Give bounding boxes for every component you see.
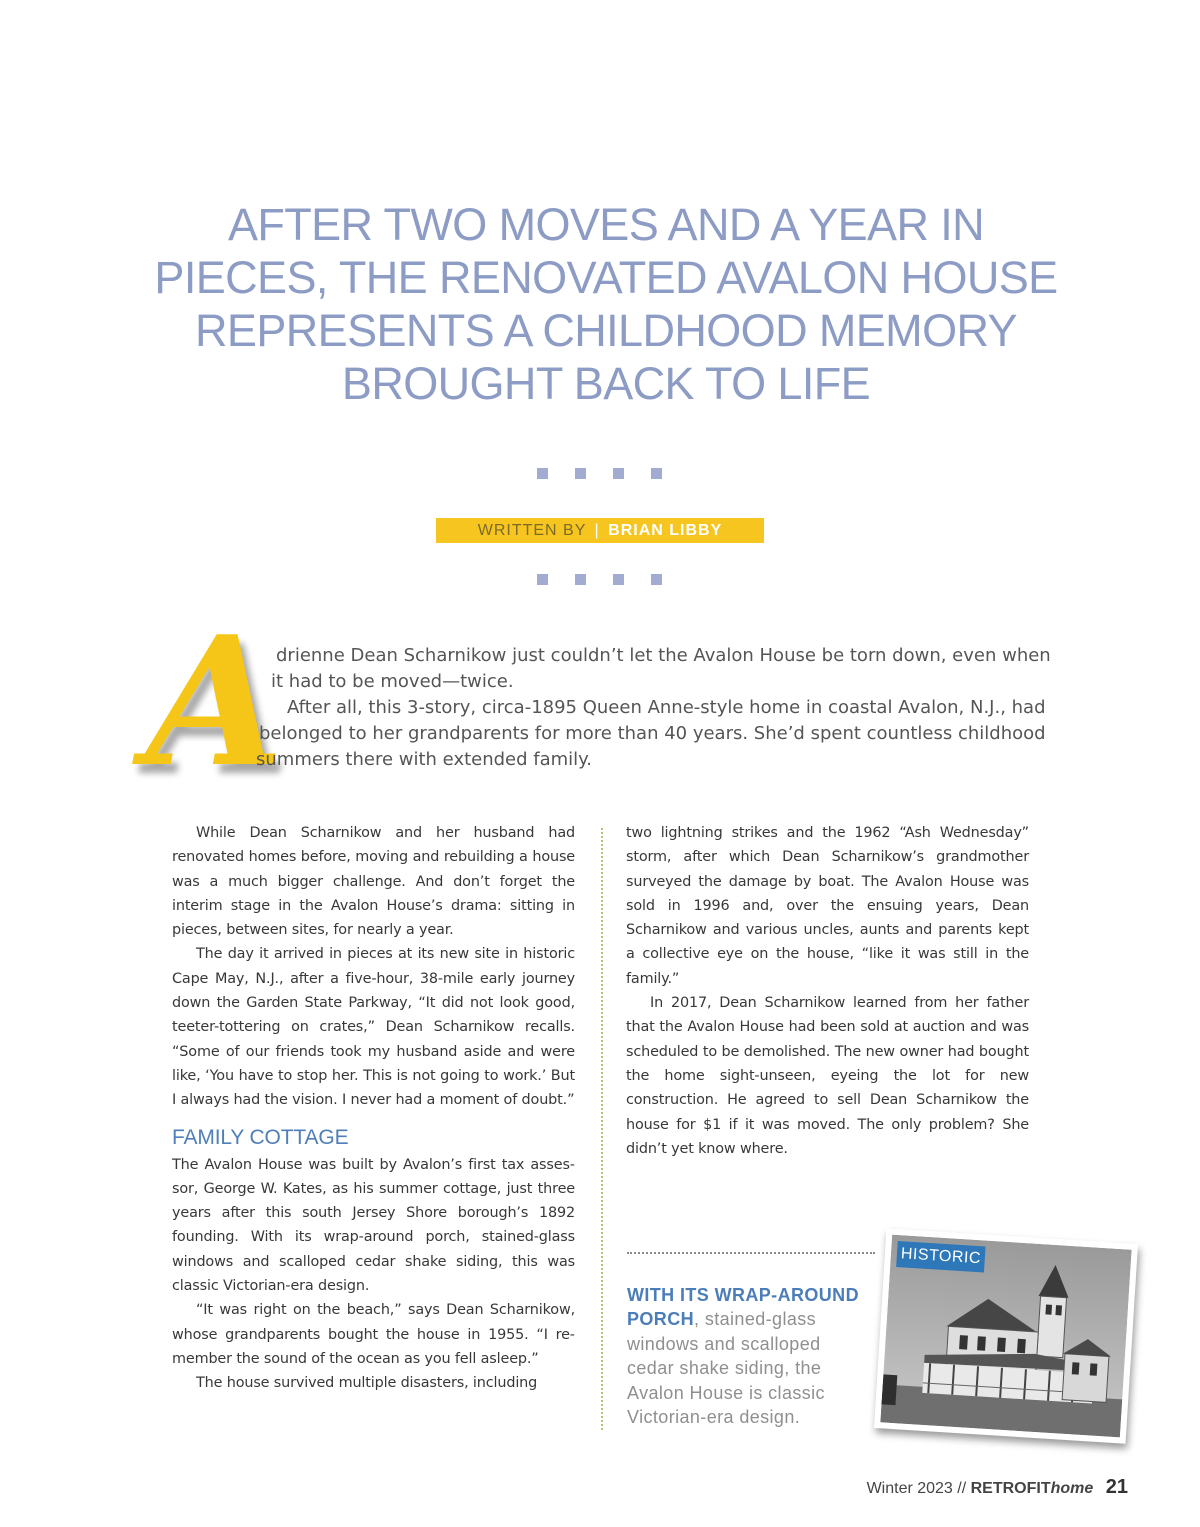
page-number: 21 [1105,1476,1128,1498]
body-paragraph: two lightning strikes and the 1962 “Ash Wednesday” storm, after which Dean Scharnikow’s grandmother surveyed the damage by boat. The Avalon House was sold in 1996 and, over the ensuing years, Dean Scharnikow and various uncles, aunts and parents kept a collective eye on the house, “like it was still in the family.” [626,825,1029,987]
caption-divider [627,1252,875,1254]
caption-lead: WITH ITS WRAP-AROUND PORCH [627,1285,859,1330]
intro-line: drienne Dean Scharnikow just couldn’t let the Avalon House be torn down, even when [276,645,1051,666]
body-paragraph: In 2017, Dean Scharnikow learned from her father that the Avalon House had been sold at auction and was scheduled to be demolished. The new owner had bought the home sight-unseen, eyeing the lot for new construction. He agreed to sell Dean Scharnikow the house for $1 if it was moved. The only problem? She didn’t yet know where. [626,995,1029,1157]
intro-line: it had to be moved—twice. [271,671,514,692]
magazine-name-italic: home [1050,1480,1094,1497]
historic-photo [874,1228,1138,1443]
headline [120,198,1092,410]
byline-separator: | [594,522,600,539]
intro-line: summers there with extended family. [256,749,592,770]
left-column [172,821,575,1396]
body-paragraph: The Avalon House was built by Avalon’s first tax assessor, George W. Kates, as his summer cottage, just three years after this south Jersey Shore borough’s 1892 founding. With its wrap-around porch, stained-glass windows and scalloped cedar shake siding, this was classic Victorian-era design. [172,1156,575,1295]
byline-author: BRIAN LIBBY [608,522,723,539]
section-heading: FAMILY COTTAGE [172,1125,349,1149]
body-paragraph: The house survived multiple disasters, including [196,1375,538,1392]
body-paragraph: The day it arrived in pieces at its new site in historic Cape May, N.J., after a five-hour, 38-mile early journey down the Garden State Parkway, “It did not look good, teeter-tottering on crates,” Dean Scharnikow recalls. “Some of our friends took my husband aside and were like, ‘You have to stop her. This is not going to work.’ But I always had the vision. I never had a moment of doubt.” [172,946,575,1109]
intro-line: belonged to her grandparents for more than 40 years. She’d spent countless childhood [259,723,1046,744]
issue-date: Winter 2023 // [866,1480,967,1497]
intro-line: After all, this 3-story, circa-1895 Queen Anne-style home in coastal Avalon, N.J., had [287,697,1046,718]
magazine-name [971,1480,1094,1497]
right-column [626,821,1029,1161]
headline-line: PIECES, THE RENOVATED AVALON HOUSE [154,252,1058,303]
page-footer [867,1476,1128,1499]
column-divider [601,828,603,1430]
drop-cap: A [146,597,285,806]
headline-line: AFTER TWO MOVES AND A YEAR IN [227,199,985,250]
byline [436,518,764,543]
historic-tag: HISTORIC [896,1241,985,1272]
body-paragraph: While Dean Scharnikow and her husband had renovated homes before, moving and rebuilding a house was a much bigger challenge. And don’t forget the interim stage in the Avalon House’s drama: sitting in pieces, between sites, for nearly a year. [172,825,575,939]
caption-text: , stained-glass windows and scalloped cedar shake siding, the Avalon House is classic Victorian-era design. [627,1309,825,1428]
ornament-dots-bottom [533,574,665,586]
ornament-dots-top [533,468,665,480]
headline-line: BROUGHT BACK TO LIFE [341,358,871,409]
photo-caption [627,1283,867,1429]
byline-label: WRITTEN BY [477,522,587,539]
magazine-name-bold: RETROFIT [970,1480,1051,1497]
body-paragraph: “It was right on the beach,” says Dean Scharnikow, whose grandparents bought the house in 1955. “I remember the sound of the ocean as you fell asleep.” [172,1302,575,1367]
headline-line: REPRESENTS A CHILDHOOD MEMORY [195,305,1017,356]
